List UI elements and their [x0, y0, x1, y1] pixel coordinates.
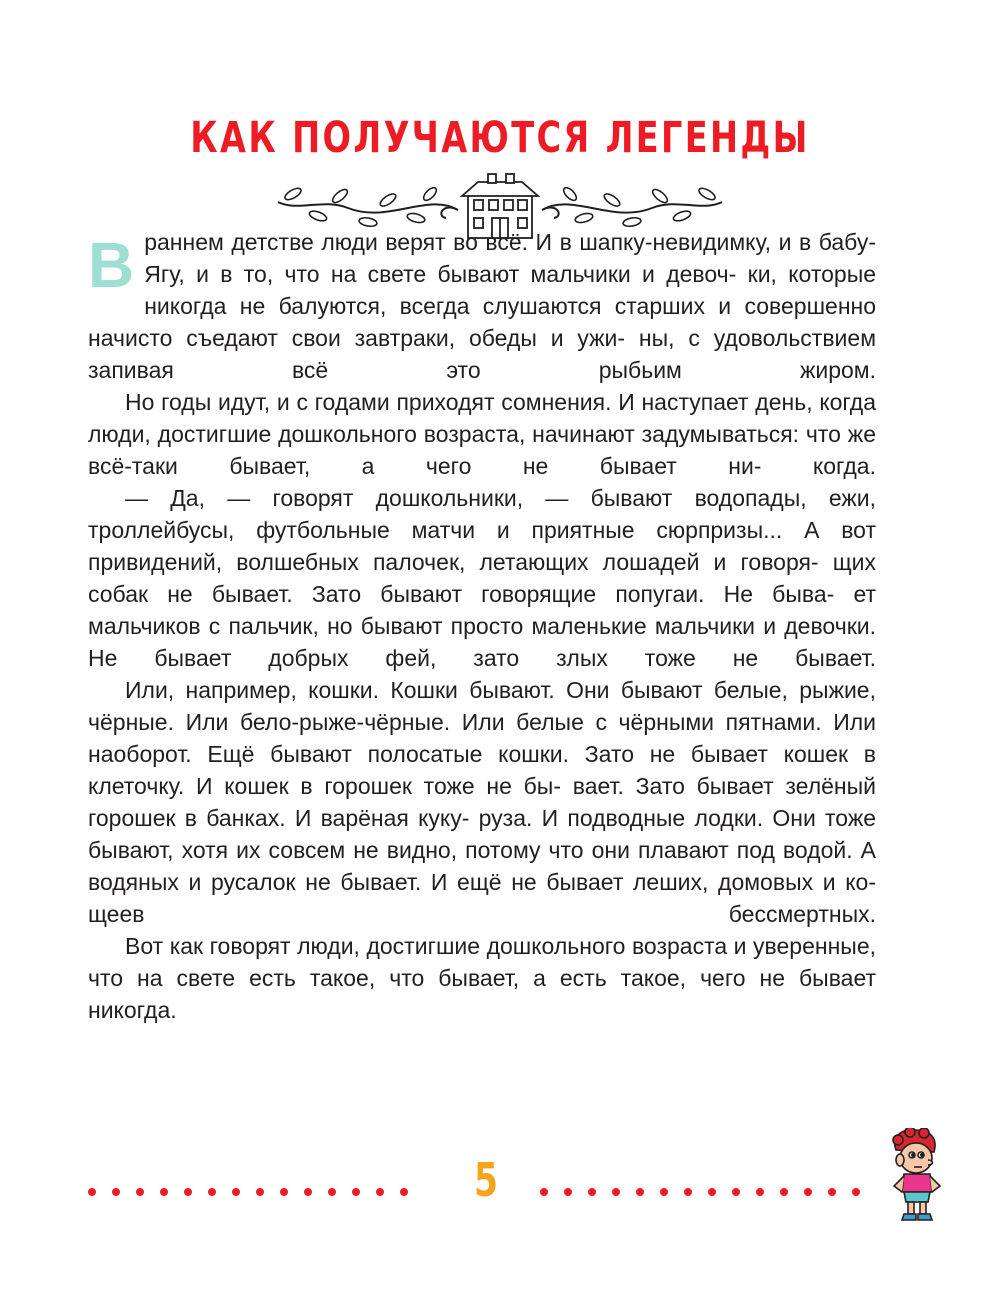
footer-dots-left	[88, 1183, 424, 1201]
drop-cap: В	[88, 229, 135, 301]
footer-dots-right	[540, 1183, 876, 1201]
paragraph-1: Враннем детстве люди верят во всё. И в шапку-невидимку, и в бабу-Ягу, и в то, что на свете бывают мальчики и девоч- ки, которые никогда не балуются, всегда слушаются старших и совершенно начисто съедают свои завтраки, обеды и ужи- ны, с удовольствием запивая всё это рыбьим жиром.	[88, 229, 877, 383]
paragraph-2: Но годы идут, и с годами приходят сомнения. И наступает день, когда люди, достигшие дошкольного возраста, начинают задумываться: что же всё-таки бывает, а чего не бывает ни- когда.	[88, 389, 876, 479]
page-number: 5	[473, 1153, 498, 1207]
paragraph-4: Или, например, кошки. Кошки бывают. Они бывают белые, рыжие, чёрные. Или бело-рыже-чёрные. Или белые с чёрными пятнами. Или наоборот. Ещё бывают полосатые кошки. Зато не бывает кошек в клеточку. И кошек в горошек тоже не бы- вает. Зато бывает зелёный горошек в банках. И варёная куку- руза. И подводные лодки. Они тоже бывают, хотя их совсем не видно, потому что они плавают под водой. А водяных и русалок не бывает. И ещё не бывает леших, домовых и ко- щеев бессмертных.	[88, 677, 877, 927]
chapter-title: КАК ПОЛУЧАЮТСЯ ЛЕГЕНДЫ	[190, 113, 810, 163]
paragraph-3: — Да, — говорят дошкольники, — бывают водопады, ежи, троллейбусы, футбольные матчи и приятные сюрпризы... А вот привидений, волшебных палочек, летающих лошадей и говоря- щих собак не бывает. Зато бывают говорящие попугаи. Не быва- ет мальчиков с пальчик, но бывают просто маленькие мальчики и девочки. Не бывает добрых фей, зато злых тоже не бывает.	[88, 485, 876, 671]
paragraph-5: Вот как говорят люди, достигшие дошкольного возраста и уверенные, что на свете есть такое, что бывает, а есть такое, чего не бывает никогда.	[88, 933, 877, 1023]
body-text	[88, 226, 876, 1026]
boy-mascot-icon	[876, 1128, 956, 1224]
